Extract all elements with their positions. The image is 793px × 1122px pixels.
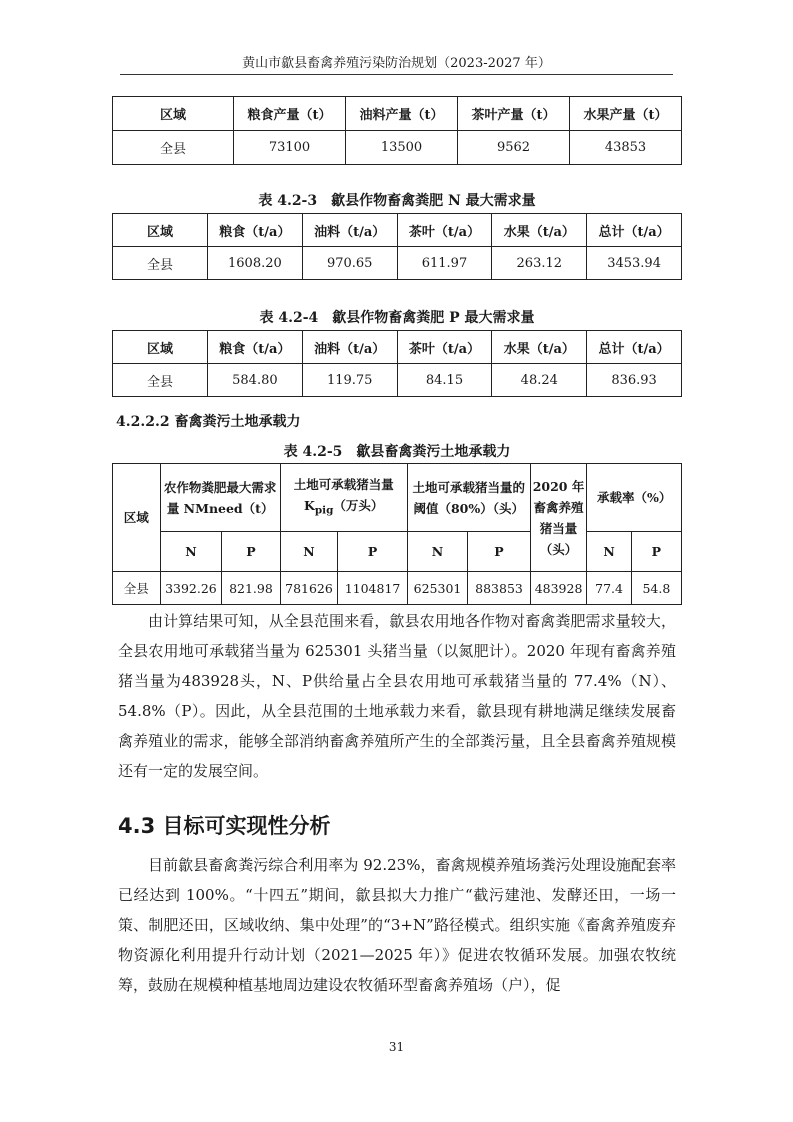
table-row: [113, 572, 682, 605]
header-cell: P: [468, 532, 530, 572]
crop-output-table: [112, 96, 682, 165]
table-header-row: [113, 532, 682, 572]
header-cell: 水果（t/a）: [492, 331, 587, 364]
table-cell: 48.24: [492, 364, 587, 397]
header-cell-subscript: pig: [314, 504, 334, 517]
paragraph-text: 目前歙县畜禽粪污综合利用率为 92.23%，畜禽规模养殖场粪污处理设施配套率已经达到 100%。“十四五”期间，歙县拟大力推广“截污建池、发酵还田，一场一策、制肥还田，区域收纳、集中处理”的“3+N”路径模式。组织实施《畜禽养殖废弃物资源化利用提升行动计划（2021—2025 年）》促进农牧循环发展。加强农牧统筹，鼓励在规模种植基地周边建设农牧循环型畜禽养殖场（户），促: [118, 856, 676, 994]
table-cell: 43853: [570, 131, 682, 165]
header-cell: 粮食（t/a）: [208, 331, 303, 364]
header-cell: 茶叶（t/a）: [397, 331, 492, 364]
header-cell: 承载率（%）: [587, 464, 682, 532]
body-paragraph: [118, 606, 676, 786]
header-cell: N: [407, 532, 468, 572]
table-caption: 表 4.2-4 歙县作物畜禽粪肥 P 最大需求量: [259, 310, 535, 326]
header-cell: 油料产量（t）: [346, 97, 458, 131]
body-paragraph: [118, 850, 676, 1000]
header-cell: N: [280, 532, 338, 572]
header-cell: 粮食（t/a）: [208, 214, 303, 247]
header-cell: N: [160, 532, 222, 572]
header-cell: 总计（t/a）: [587, 214, 682, 247]
table-cell: 821.98: [222, 572, 280, 605]
n-demand-table: [112, 213, 682, 280]
table-cell: 全县: [113, 247, 208, 280]
header-cell: 区域: [113, 214, 208, 247]
table-cell: 73100: [234, 131, 346, 165]
carrying-capacity-table: [112, 463, 682, 605]
table-cell: 13500: [346, 131, 458, 165]
paragraph-text: 由计算结果可知，从全县范围来看，歙县农用地各作物对畜禽粪肥需求量较大，全县农用地可承载猪当量为 625301 头猪当量（以氮肥计）。2020 年现有畜禽养殖猪当量为483928头，N、P供给量占全县农用地可承载猪当量的 77.4%（N）、54.8%（P）。因此，从全县范围的土地承载力来看，歙县现有耕地满足继续发展畜禽养殖业的需求，能够全部消纳畜禽养殖所产生的全部粪污量，且全县畜禽养殖规模还有一定的发展空间。: [118, 612, 676, 780]
header-cell: N: [587, 532, 631, 572]
table-cell: 54.8: [631, 572, 681, 605]
table-header-row: [113, 214, 682, 247]
header-cell: 茶叶产量（t）: [458, 97, 570, 131]
subsection-heading: 4.2.2.2 畜禽粪污土地承载力: [116, 414, 301, 430]
table-header-row: [113, 97, 682, 131]
header-cell-text: （万头）: [333, 497, 384, 513]
header-rule: [120, 74, 673, 75]
table-cell: 全县: [113, 572, 161, 605]
table-cell: 119.75: [302, 364, 397, 397]
table-cell: 625301: [407, 572, 468, 605]
header-cell: P: [338, 532, 407, 572]
table-cell: 3392.26: [160, 572, 222, 605]
section-heading: 4.3 目标可实现性分析: [118, 814, 331, 838]
table-cell: 全县: [113, 364, 208, 397]
table-cell: 483928: [530, 572, 587, 605]
p-demand-table: [112, 330, 682, 397]
page-number: 31: [388, 1040, 405, 1054]
table-cell: 781626: [280, 572, 338, 605]
header-cell: 2020 年畜禽养殖猪当量（头）: [530, 464, 587, 572]
header-cell: 农作物粪肥最大需求量 NMneed（t）: [160, 464, 280, 532]
table-cell: 1608.20: [208, 247, 303, 280]
table-row: [113, 247, 682, 280]
header-cell: 总计（t/a）: [587, 331, 682, 364]
table-row: [113, 364, 682, 397]
table-cell: 3453.94: [587, 247, 682, 280]
table-cell: 84.15: [397, 364, 492, 397]
table-cell: 77.4: [587, 572, 631, 605]
table-cell: 883853: [468, 572, 530, 605]
header-cell: 土地可承载猪当量的阈值（80%）（头）: [407, 464, 530, 532]
table-header-row: [113, 331, 682, 364]
header-cell: 水果（t/a）: [492, 214, 587, 247]
header-cell: 粮食产量（t）: [234, 97, 346, 131]
header-cell: 区域: [113, 331, 208, 364]
header-cell-text: 土地可承载猪当量 K: [293, 476, 394, 513]
table-caption: 表 4.2-3 歙县作物畜禽粪肥 N 最大需求量: [258, 193, 536, 209]
header-cell: 油料（t/a）: [302, 214, 397, 247]
header-cell: [280, 464, 407, 532]
table-cell: 263.12: [492, 247, 587, 280]
table-caption: 表 4.2-5 歙县畜禽粪污土地承载力: [283, 444, 511, 460]
header-cell: 区域: [113, 97, 234, 131]
header-cell: P: [222, 532, 280, 572]
table-header-row: [113, 464, 682, 532]
table-cell: 836.93: [587, 364, 682, 397]
running-header: 黄山市歙县畜禽养殖污染防治规划（2023-2027 年）: [242, 56, 551, 71]
header-cell: P: [631, 532, 681, 572]
header-cell: 水果产量（t）: [570, 97, 682, 131]
table-cell: 1104817: [338, 572, 407, 605]
table-cell: 9562: [458, 131, 570, 165]
table-row: [113, 131, 682, 165]
table-cell: 全县: [113, 131, 234, 165]
table-cell: 611.97: [397, 247, 492, 280]
header-cell: 茶叶（t/a）: [397, 214, 492, 247]
table-cell: 584.80: [208, 364, 303, 397]
header-cell: 油料（t/a）: [302, 331, 397, 364]
header-cell: 区域: [113, 464, 161, 572]
table-cell: 970.65: [302, 247, 397, 280]
